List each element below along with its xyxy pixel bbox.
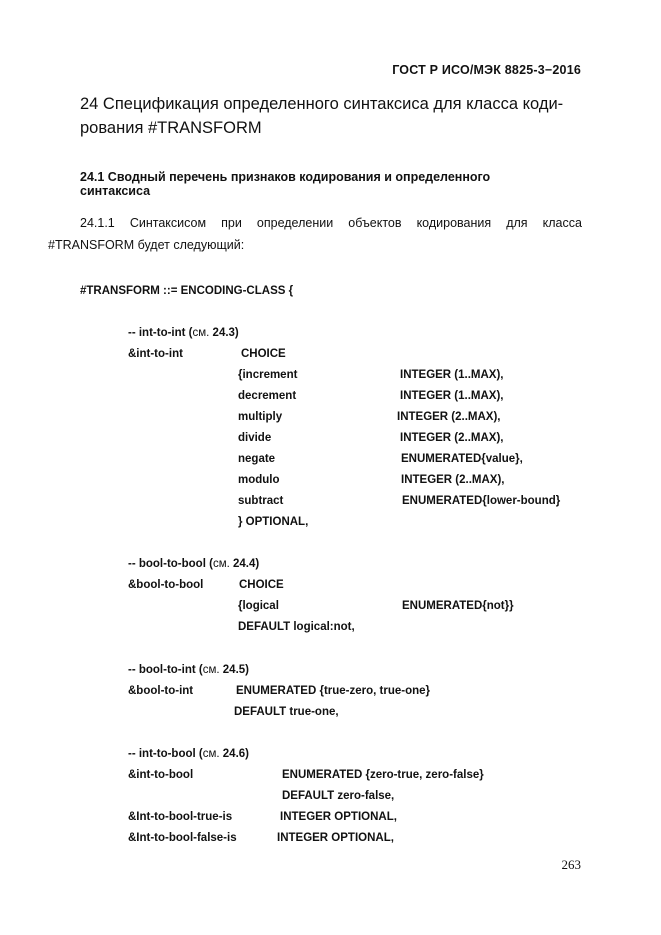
code-line: INTEGER (2..MAX), (401, 474, 505, 486)
code-line: &Int-to-bool-true-is (128, 811, 233, 823)
section-title-line: рования #TRANSFORM (80, 119, 262, 137)
code-line: &int-to-int (128, 348, 183, 360)
code-comment: -- int-to-bool (см. 24.6) (128, 748, 249, 760)
subsection-title-line: 24.1 Сводный перечень признаков кодирования и определенного (80, 170, 491, 184)
paragraph-line (80, 216, 582, 230)
code-line: &bool-to-int (128, 685, 194, 697)
paragraph-word: 24.1.1 (80, 216, 115, 230)
code-line: } OPTIONAL, (238, 516, 309, 528)
code-line: INTEGER (1..MAX), (400, 369, 504, 381)
code-line: &bool-to-bool (128, 579, 204, 591)
code-line: subtract (238, 495, 284, 507)
code-line: decrement (238, 390, 297, 402)
code-line: &int-to-bool (128, 769, 194, 781)
code-line: &Int-to-bool-false-is (128, 832, 237, 844)
section-title-line: 24 Спецификация определенного синтаксиса для класса коди- (80, 95, 564, 113)
code-line: {increment (238, 369, 298, 381)
paragraph-word: определении (256, 216, 334, 230)
paragraph-word: кодирования (416, 216, 492, 230)
paragraph-word: объектов (348, 216, 402, 230)
code-line: ENUMERATED {zero-true, zero-false} (282, 769, 484, 781)
code-line: multiply (238, 411, 283, 423)
code-line: INTEGER (2..MAX), (400, 432, 504, 444)
subsection-title (80, 170, 540, 198)
code-line: ENUMERATED{not}} (402, 600, 514, 612)
code-line: INTEGER OPTIONAL, (277, 832, 394, 844)
code-line: DEFAULT true-one, (234, 706, 339, 718)
code-line: ENUMERATED{lower-bound} (402, 495, 561, 507)
code-line: INTEGER OPTIONAL, (280, 811, 397, 823)
code-comment: -- bool-to-bool (см. 24.4) (128, 558, 260, 570)
paragraph-line: #TRANSFORM будет следующий: (48, 238, 245, 252)
paragraph-word: класса (542, 216, 582, 230)
paragraph-word: при (221, 216, 242, 230)
code-line: INTEGER (1..MAX), (400, 390, 504, 402)
code-line: ENUMERATED {true-zero, true-one} (236, 685, 431, 697)
section-title (80, 92, 582, 140)
code-line: CHOICE (239, 579, 284, 591)
page-number: 263 (561, 857, 581, 872)
code-line: ENUMERATED{value}, (401, 453, 523, 465)
document-header: ГОСТ Р ИСО/МЭК 8825-3−2016 (392, 63, 581, 77)
code-line: DEFAULT zero-false, (282, 790, 395, 802)
subsection-title-line: синтаксиса (80, 184, 151, 198)
code-opening: #TRANSFORM ::= ENCODING-CLASS { (80, 285, 294, 297)
code-line: {logical (238, 600, 279, 612)
paragraph-word: Синтаксисом (129, 216, 207, 230)
paragraph-word: для (506, 216, 528, 230)
code-line: CHOICE (241, 348, 286, 360)
code-comment: -- bool-to-int (см. 24.5) (128, 664, 249, 676)
code-line: INTEGER (2..MAX), (397, 411, 501, 423)
code-line: divide (238, 432, 272, 444)
code-line: modulo (238, 474, 280, 486)
code-comment: -- int-to-int (см. 24.3) (128, 327, 239, 339)
code-line: DEFAULT logical:not, (238, 621, 355, 633)
code-line: negate (238, 453, 276, 465)
